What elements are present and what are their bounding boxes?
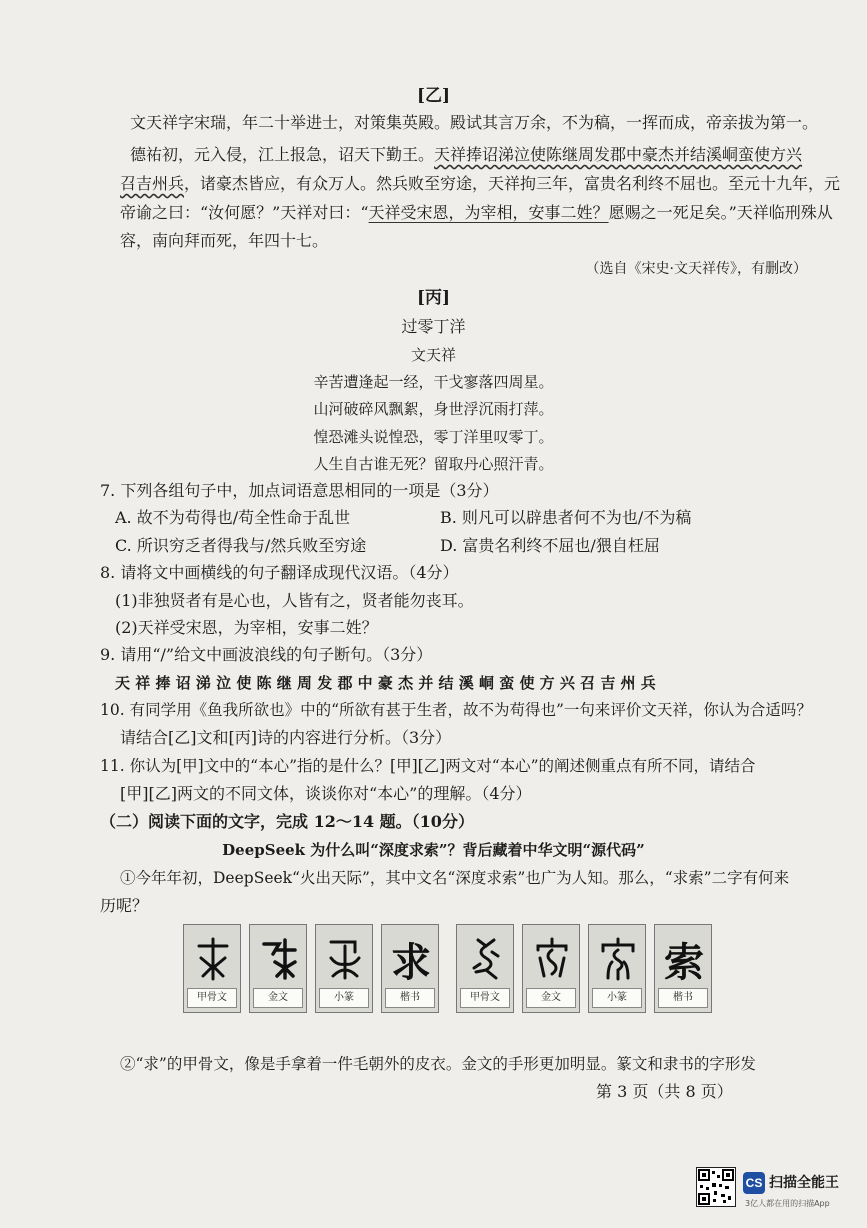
question-8: 8. 请将文中画横线的句子翻译成现代汉语。（4分）	[100, 563, 459, 582]
glyph-card-qiu-bronze	[249, 924, 307, 1013]
bronze-glyph-icon	[250, 931, 308, 987]
glyph-label: 甲骨文	[460, 988, 510, 1008]
glyph-card-suo-regular	[654, 924, 712, 1013]
glyph-label: 楷书	[658, 988, 708, 1008]
straight-underlined-text: 天祥受宋恩，为宰相，安事二姓？	[368, 203, 609, 222]
option-b: B. 则凡可以辟患者何不为也/不为稿	[440, 508, 692, 527]
glyph-label: 小篆	[592, 988, 642, 1008]
question-10-line1: 10. 有同学用《鱼我所欲也》中的“所欲有甚于生者，故不为苟得也”一句来评价文天祥，你认为合适吗？	[100, 701, 812, 719]
question-11-line2: [甲][乙]两文的不同文体，谈谈你对“本心”的理解。（4分）	[120, 784, 532, 803]
text-span: 愿赐之一死足矣。”天祥临刑殊从	[608, 203, 833, 222]
wavy-underlined-text: 召吉州兵	[120, 174, 185, 193]
camscanner-logo-icon: CS	[743, 1172, 765, 1194]
glyph-label: 小篆	[319, 988, 369, 1008]
glyph-card-suo-bronze	[522, 924, 580, 1013]
section-yi-para2-line4: 容，南向拜而死，年四十七。	[120, 231, 329, 250]
question-9: 9. 请用“/”给文中画波浪线的句子断句。（3分）	[100, 645, 433, 664]
section-yi-heading: [乙]	[416, 86, 451, 106]
article-para1-line2: 历呢？	[100, 896, 149, 915]
section-yi-para1: 文天祥字宋瑞，年二十举进士，对策集英殿。殿试其言万余，不为稿，一挥而成，帝亲拔为第一。	[130, 113, 819, 132]
oracle-glyph-icon	[184, 931, 242, 987]
article-para1-line1: ①今年年初，DeepSeek“火出天际”，其中文名“深度求索”也广为人知。那么，“求索”二字有何来	[120, 869, 790, 887]
option-d: D. 富贵名利终不屈也/猥自枉屈	[440, 536, 660, 555]
glyph-label: 甲骨文	[187, 988, 237, 1008]
oracle-glyph-icon	[457, 931, 515, 987]
question-9-text: 天 祥 捧 诏 涕 泣 使 陈 继 周 发 郡 中 豪 杰 并 结 溪 峒 蛮 使 方 兴 召 吉 州 兵	[115, 674, 656, 692]
question-8-item-2: (2)天祥受宋恩，为宰相，安事二姓？	[115, 618, 378, 637]
question-10-line2: 请结合[乙]文和[丙]诗的内容进行分析。（3分）	[120, 728, 452, 747]
glyph-card-qiu-oracle	[183, 924, 241, 1013]
poem-line: 人生自古谁无死？留取丹心照汗青。	[313, 455, 554, 473]
article-para2-line1: ②“求”的甲骨文，像是手拿着一件毛朝外的皮衣。金文的手形更加明显。篆文和隶书的字形发	[120, 1055, 756, 1073]
glyph-label: 楷书	[385, 988, 435, 1008]
glyph-label: 金文	[526, 988, 576, 1008]
article-title: DeepSeek 为什么叫“深度求索”？背后藏着中华文明“源代码”	[222, 841, 645, 859]
glyph-card-suo-oracle	[456, 924, 514, 1013]
option-a: A. 故不为苟得也/苟全性命于乱世	[115, 508, 351, 527]
poem-line: 惶恐滩头说惶恐，零丁洋里叹零丁。	[313, 428, 554, 446]
poem-title: 过零丁洋	[401, 317, 466, 336]
part2-heading: （二）阅读下面的文字，完成 12～14 题。（10分）	[100, 812, 474, 831]
glyph-label: 金文	[253, 988, 303, 1008]
regular-glyph-qiu: 求	[391, 938, 431, 986]
text-span: ，诸豪杰皆应，有众万人。然兵败至穷途，天祥拘三年，富贵名利终不屈也。至元十九年，元	[184, 174, 841, 193]
wavy-underlined-text: 天祥捧诏涕泣使陈继周发郡中豪杰并结溪峒蛮使方兴	[434, 145, 803, 164]
qr-code-icon	[696, 1167, 736, 1207]
watermark-app-name: 扫描全能王	[769, 1175, 839, 1191]
seal-glyph-icon	[316, 931, 374, 987]
question-8-item-1: (1)非独贤者有是心也，人皆有之，贤者能勿丧耳。	[115, 591, 474, 610]
section-yi-para2-line2	[120, 174, 840, 194]
poem-line: 山河破碎风飘絮，身世浮沉雨打萍。	[313, 400, 554, 418]
text-span: 帝谕之曰：“汝何愿？”天祥对曰：“	[120, 203, 369, 222]
text-span: 德祐初，元入侵，江上报急，诏天下勤王。	[130, 145, 435, 164]
question-11-line1: 11. 你认为[甲]文中的“本心”指的是什么？[甲][乙]两文对“本心”的阐述侧重点有所不同，请结合	[100, 757, 756, 775]
source-citation: （选自《宋史·文天祥传》，有删改）	[585, 261, 807, 277]
regular-glyph-suo: 索	[664, 938, 704, 986]
option-c: C. 所识穷乏者得我与/然兵败至穷途	[115, 536, 367, 555]
seal-glyph-icon	[589, 931, 647, 987]
glyph-card-qiu-regular	[381, 924, 439, 1013]
glyph-card-qiu-seal	[315, 924, 373, 1013]
poem-author: 文天祥	[410, 346, 456, 364]
section-yi-para2-line3	[120, 203, 833, 223]
bronze-glyph-icon	[523, 931, 581, 987]
watermark-tagline: 3亿人都在用的扫描App	[745, 1199, 830, 1208]
section-bing-heading: [丙]	[416, 288, 451, 308]
page-number: 第 3 页（共 8 页）	[596, 1082, 733, 1101]
section-yi-para2-line1	[130, 145, 802, 165]
question-7: 7. 下列各组句子中，加点词语意思相同的一项是（3分）	[100, 481, 499, 500]
poem-line: 辛苦遭逢起一经，干戈寥落四周星。	[313, 373, 554, 391]
glyph-card-suo-seal	[588, 924, 646, 1013]
